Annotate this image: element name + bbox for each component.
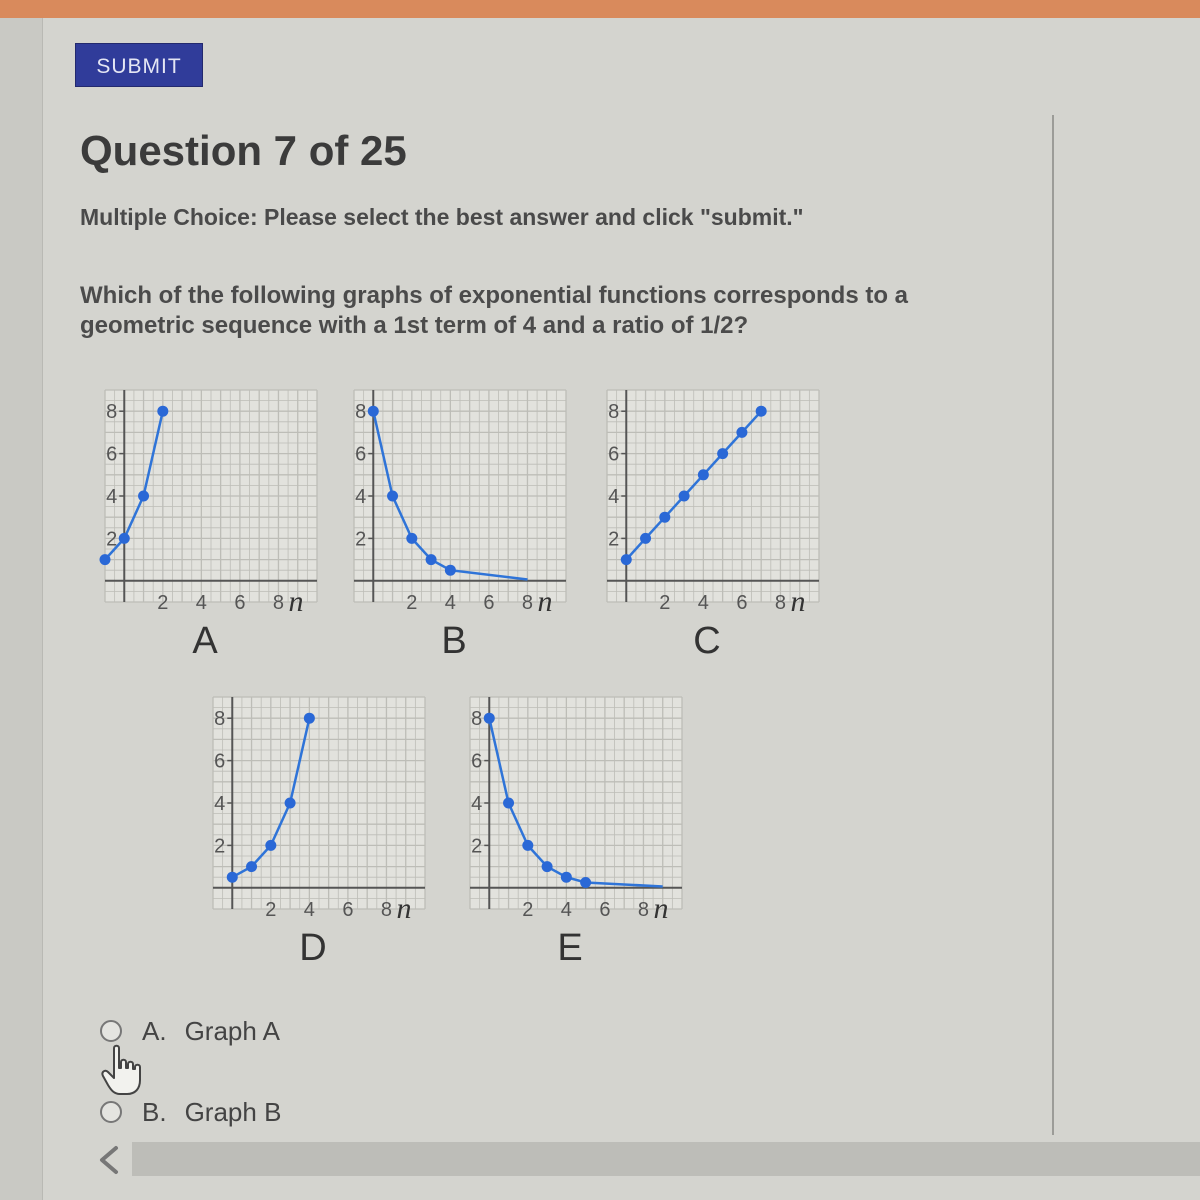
data-point	[304, 713, 315, 724]
y-tick-label: 2	[608, 528, 620, 551]
question-title: Question 7 of 25	[80, 127, 407, 174]
data-point	[119, 533, 130, 544]
question-text: Which of the following graphs of exponential functions corresponds to a geometric sequence with a 1st term of 4 and a ratio of 1/2?	[80, 282, 909, 339]
instructions-text: Multiple Choice: Please select the best answer and click "submit."	[80, 204, 804, 230]
x-tick-label: 4	[444, 591, 456, 614]
submit-button[interactable]: SUBMIT	[75, 43, 203, 87]
n-axis-label: n	[396, 891, 412, 925]
radio-icon[interactable]	[100, 1020, 122, 1042]
y-tick-label: 8	[355, 401, 367, 424]
data-point	[717, 448, 728, 459]
graph-b	[346, 388, 591, 660]
graph-d	[205, 695, 450, 967]
y-tick-label: 4	[471, 793, 483, 815]
y-tick-label: 2	[355, 528, 367, 551]
data-point	[580, 877, 591, 888]
y-tick-label: 8	[608, 401, 620, 424]
data-point	[246, 861, 257, 872]
data-point	[659, 512, 670, 523]
y-tick-label: 4	[106, 486, 118, 508]
choice-label: Graph A	[184, 1015, 280, 1046]
hand-cursor-icon	[100, 1044, 146, 1098]
x-tick-label: 4	[303, 898, 315, 921]
n-axis-label: n	[653, 891, 669, 925]
graph-e	[462, 695, 707, 967]
y-tick-label: 6	[106, 443, 118, 466]
data-point	[484, 713, 495, 724]
x-tick-label: 2	[659, 591, 671, 614]
data-point	[679, 491, 690, 502]
data-point	[445, 565, 456, 576]
browser-top-strip	[0, 0, 1200, 18]
data-point	[387, 491, 398, 502]
data-point	[265, 840, 276, 851]
x-tick-label: 6	[599, 898, 611, 921]
graph-letter: B	[441, 620, 467, 660]
data-point	[698, 469, 709, 480]
y-tick-label: 4	[608, 486, 620, 508]
x-tick-label: 8	[521, 591, 534, 614]
x-tick-label: 2	[157, 591, 169, 614]
data-point	[756, 406, 767, 417]
x-tick-label: 2	[522, 898, 534, 921]
x-tick-label: 4	[195, 591, 207, 614]
x-tick-label: 6	[342, 898, 354, 921]
graph-letter: A	[192, 620, 218, 660]
y-tick-label: 6	[355, 443, 367, 466]
data-point	[426, 554, 437, 565]
y-tick-label: 6	[471, 750, 483, 773]
data-point	[736, 427, 747, 438]
x-tick-label: 8	[272, 591, 285, 614]
data-point	[157, 406, 168, 417]
y-tick-label: 4	[355, 486, 367, 508]
x-tick-label: 6	[736, 591, 748, 614]
data-point	[100, 554, 111, 565]
y-tick-label: 8	[214, 708, 226, 731]
choice-a[interactable]	[100, 1014, 280, 1048]
chevron-left-icon[interactable]	[90, 1140, 130, 1180]
data-point	[368, 406, 379, 417]
graph-letter: C	[693, 620, 721, 660]
data-point	[406, 533, 417, 544]
y-tick-label: 4	[214, 793, 226, 815]
data-point	[621, 554, 632, 565]
y-tick-label: 2	[214, 835, 226, 858]
choice-letter: B.	[142, 1096, 167, 1127]
y-tick-label: 8	[106, 401, 118, 424]
y-tick-label: 2	[471, 835, 483, 858]
x-tick-label: 8	[637, 898, 650, 921]
radio-icon[interactable]	[100, 1101, 122, 1123]
data-point	[561, 872, 572, 883]
graph-letter: E	[557, 927, 583, 967]
x-tick-label: 6	[234, 591, 246, 614]
data-point	[640, 533, 651, 544]
y-tick-label: 6	[214, 750, 226, 773]
x-tick-label: 4	[560, 898, 572, 921]
y-tick-label: 6	[608, 443, 620, 466]
x-tick-label: 2	[265, 898, 277, 921]
choice-b[interactable]	[100, 1095, 281, 1129]
data-point	[542, 861, 553, 872]
x-tick-label: 6	[483, 591, 495, 614]
content-divider	[1052, 115, 1054, 1135]
data-point	[138, 491, 149, 502]
graph-a	[97, 388, 342, 660]
x-tick-label: 4	[697, 591, 709, 614]
data-point	[285, 798, 296, 809]
y-tick-label: 8	[471, 708, 483, 731]
horizontal-scrollbar[interactable]	[132, 1142, 1200, 1176]
data-point	[522, 840, 533, 851]
graph-c	[599, 388, 844, 660]
x-tick-label: 8	[774, 591, 787, 614]
data-point	[227, 872, 238, 883]
n-axis-label: n	[288, 584, 304, 618]
choice-letter: A.	[142, 1015, 167, 1046]
y-tick-label: 2	[106, 528, 118, 551]
n-axis-label: n	[790, 584, 806, 618]
graph-letter: D	[299, 927, 327, 967]
n-axis-label: n	[537, 584, 553, 618]
x-tick-label: 8	[380, 898, 393, 921]
x-tick-label: 2	[406, 591, 418, 614]
data-point	[503, 798, 514, 809]
choice-label: Graph B	[184, 1096, 282, 1127]
